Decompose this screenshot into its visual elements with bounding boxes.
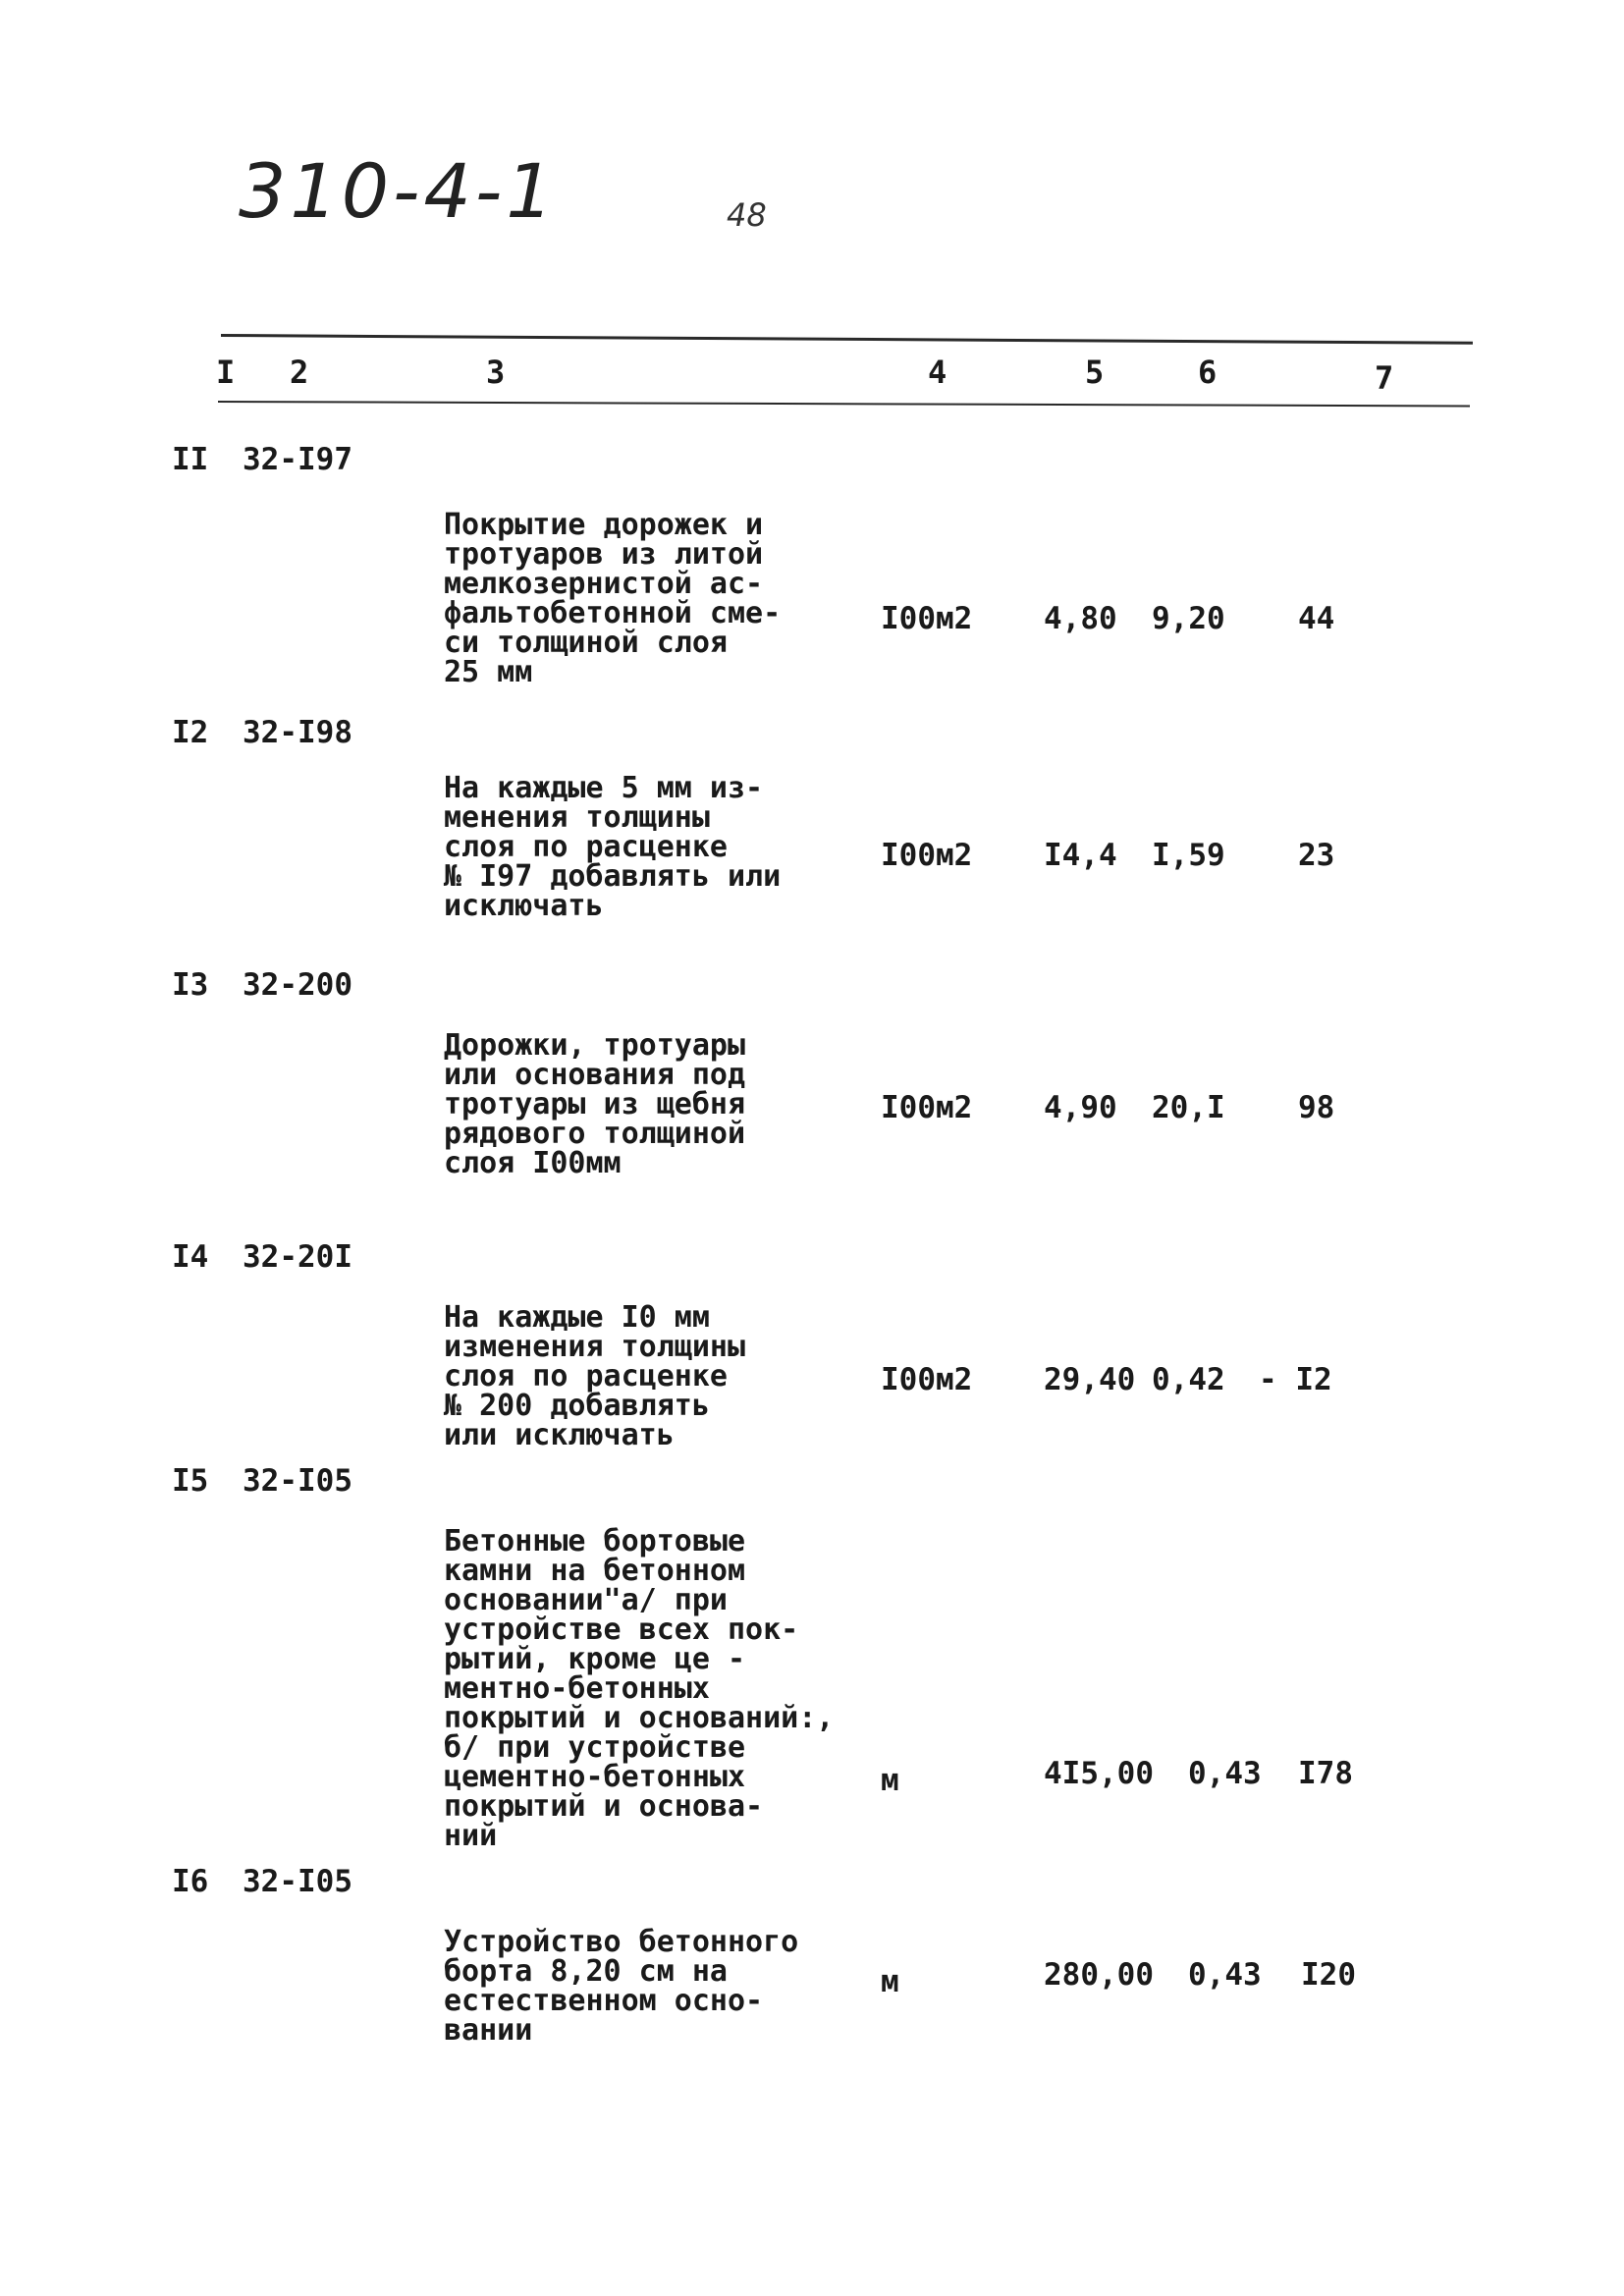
rate-code: 32-200	[243, 967, 352, 1003]
column-header-6: 6	[1198, 354, 1218, 391]
column-header-2: 2	[290, 354, 309, 391]
unit: I00м2	[881, 838, 973, 873]
unit: I00м2	[881, 1090, 973, 1125]
row-number: II	[172, 442, 209, 477]
quantity: 4,80	[1044, 601, 1117, 636]
row-number: I3	[172, 967, 209, 1003]
row-number: I4	[172, 1239, 209, 1275]
header-bottom-rule	[218, 401, 1470, 407]
total-cost: 98	[1298, 1090, 1335, 1125]
unit-price: 20,I	[1152, 1090, 1225, 1125]
quantity: 4I5,00	[1044, 1756, 1154, 1791]
work-description: Устройство бетонного борта 8,20 см на естественном осно- вании	[444, 1925, 799, 2048]
unit: м	[881, 1763, 899, 1798]
column-header-5: 5	[1085, 354, 1105, 391]
total-cost: 44	[1298, 601, 1335, 636]
work-description: Покрытие дорожек и тротуаров из литой мелкозернистой ас- фальтобетонной сме- си толщиной слоя 25 мм	[444, 508, 782, 689]
unit: I00м2	[881, 1362, 973, 1397]
column-header-3: 3	[486, 354, 506, 391]
quantity: 29,40	[1044, 1362, 1136, 1397]
rate-code: 32-20I	[243, 1239, 352, 1275]
unit-price: 0,43	[1188, 1756, 1262, 1791]
rate-code: 32-I98	[243, 715, 352, 750]
quantity: I4,4	[1044, 838, 1117, 873]
row-number: I5	[172, 1463, 209, 1499]
rate-code: 32-I97	[243, 442, 352, 477]
row-number: I2	[172, 715, 209, 750]
work-description: Бетонные бортовые камни на бетонном основании"а/ при устройстве всех пок- рытий, кроме це - ментно-бетонных покрытий и оснований:, б/ при устройстве цементно-бетонных покрытий и основа- ний	[444, 1524, 835, 1853]
column-header-7: 7	[1375, 359, 1394, 397]
row-number: I6	[172, 1864, 209, 1899]
rate-code: 32-I05	[243, 1864, 352, 1899]
total-cost: 23	[1298, 838, 1335, 873]
page-number: 48	[727, 196, 767, 234]
document-code: 310-4-1	[239, 147, 558, 235]
total-cost: I78	[1298, 1756, 1353, 1791]
work-description: Дорожки, тротуары или основания под тротуары из щебня рядового толщиной слоя I00мм	[444, 1028, 746, 1180]
unit: I00м2	[881, 601, 973, 636]
unit-price: 9,20	[1152, 601, 1225, 636]
column-header-1: I	[216, 354, 236, 391]
work-description: На каждые I0 мм изменения толщины слоя по расценке № 200 добавлять или исключать	[444, 1300, 746, 1452]
work-description: На каждые 5 мм из- менения толщины слоя по расценке № I97 добавлять или исключать	[444, 771, 782, 923]
total-cost: I20	[1301, 1957, 1356, 1993]
quantity: 280,00	[1044, 1957, 1154, 1993]
rate-code: 32-I05	[243, 1463, 352, 1499]
unit-price: 0,43	[1188, 1957, 1262, 1993]
column-header-4: 4	[928, 354, 947, 391]
unit-price: I,59	[1152, 838, 1225, 873]
unit: м	[881, 1964, 899, 1999]
unit-price: 0,42	[1152, 1362, 1225, 1397]
total-cost: - I2	[1259, 1362, 1332, 1397]
header-top-rule	[221, 334, 1473, 345]
quantity: 4,90	[1044, 1090, 1117, 1125]
